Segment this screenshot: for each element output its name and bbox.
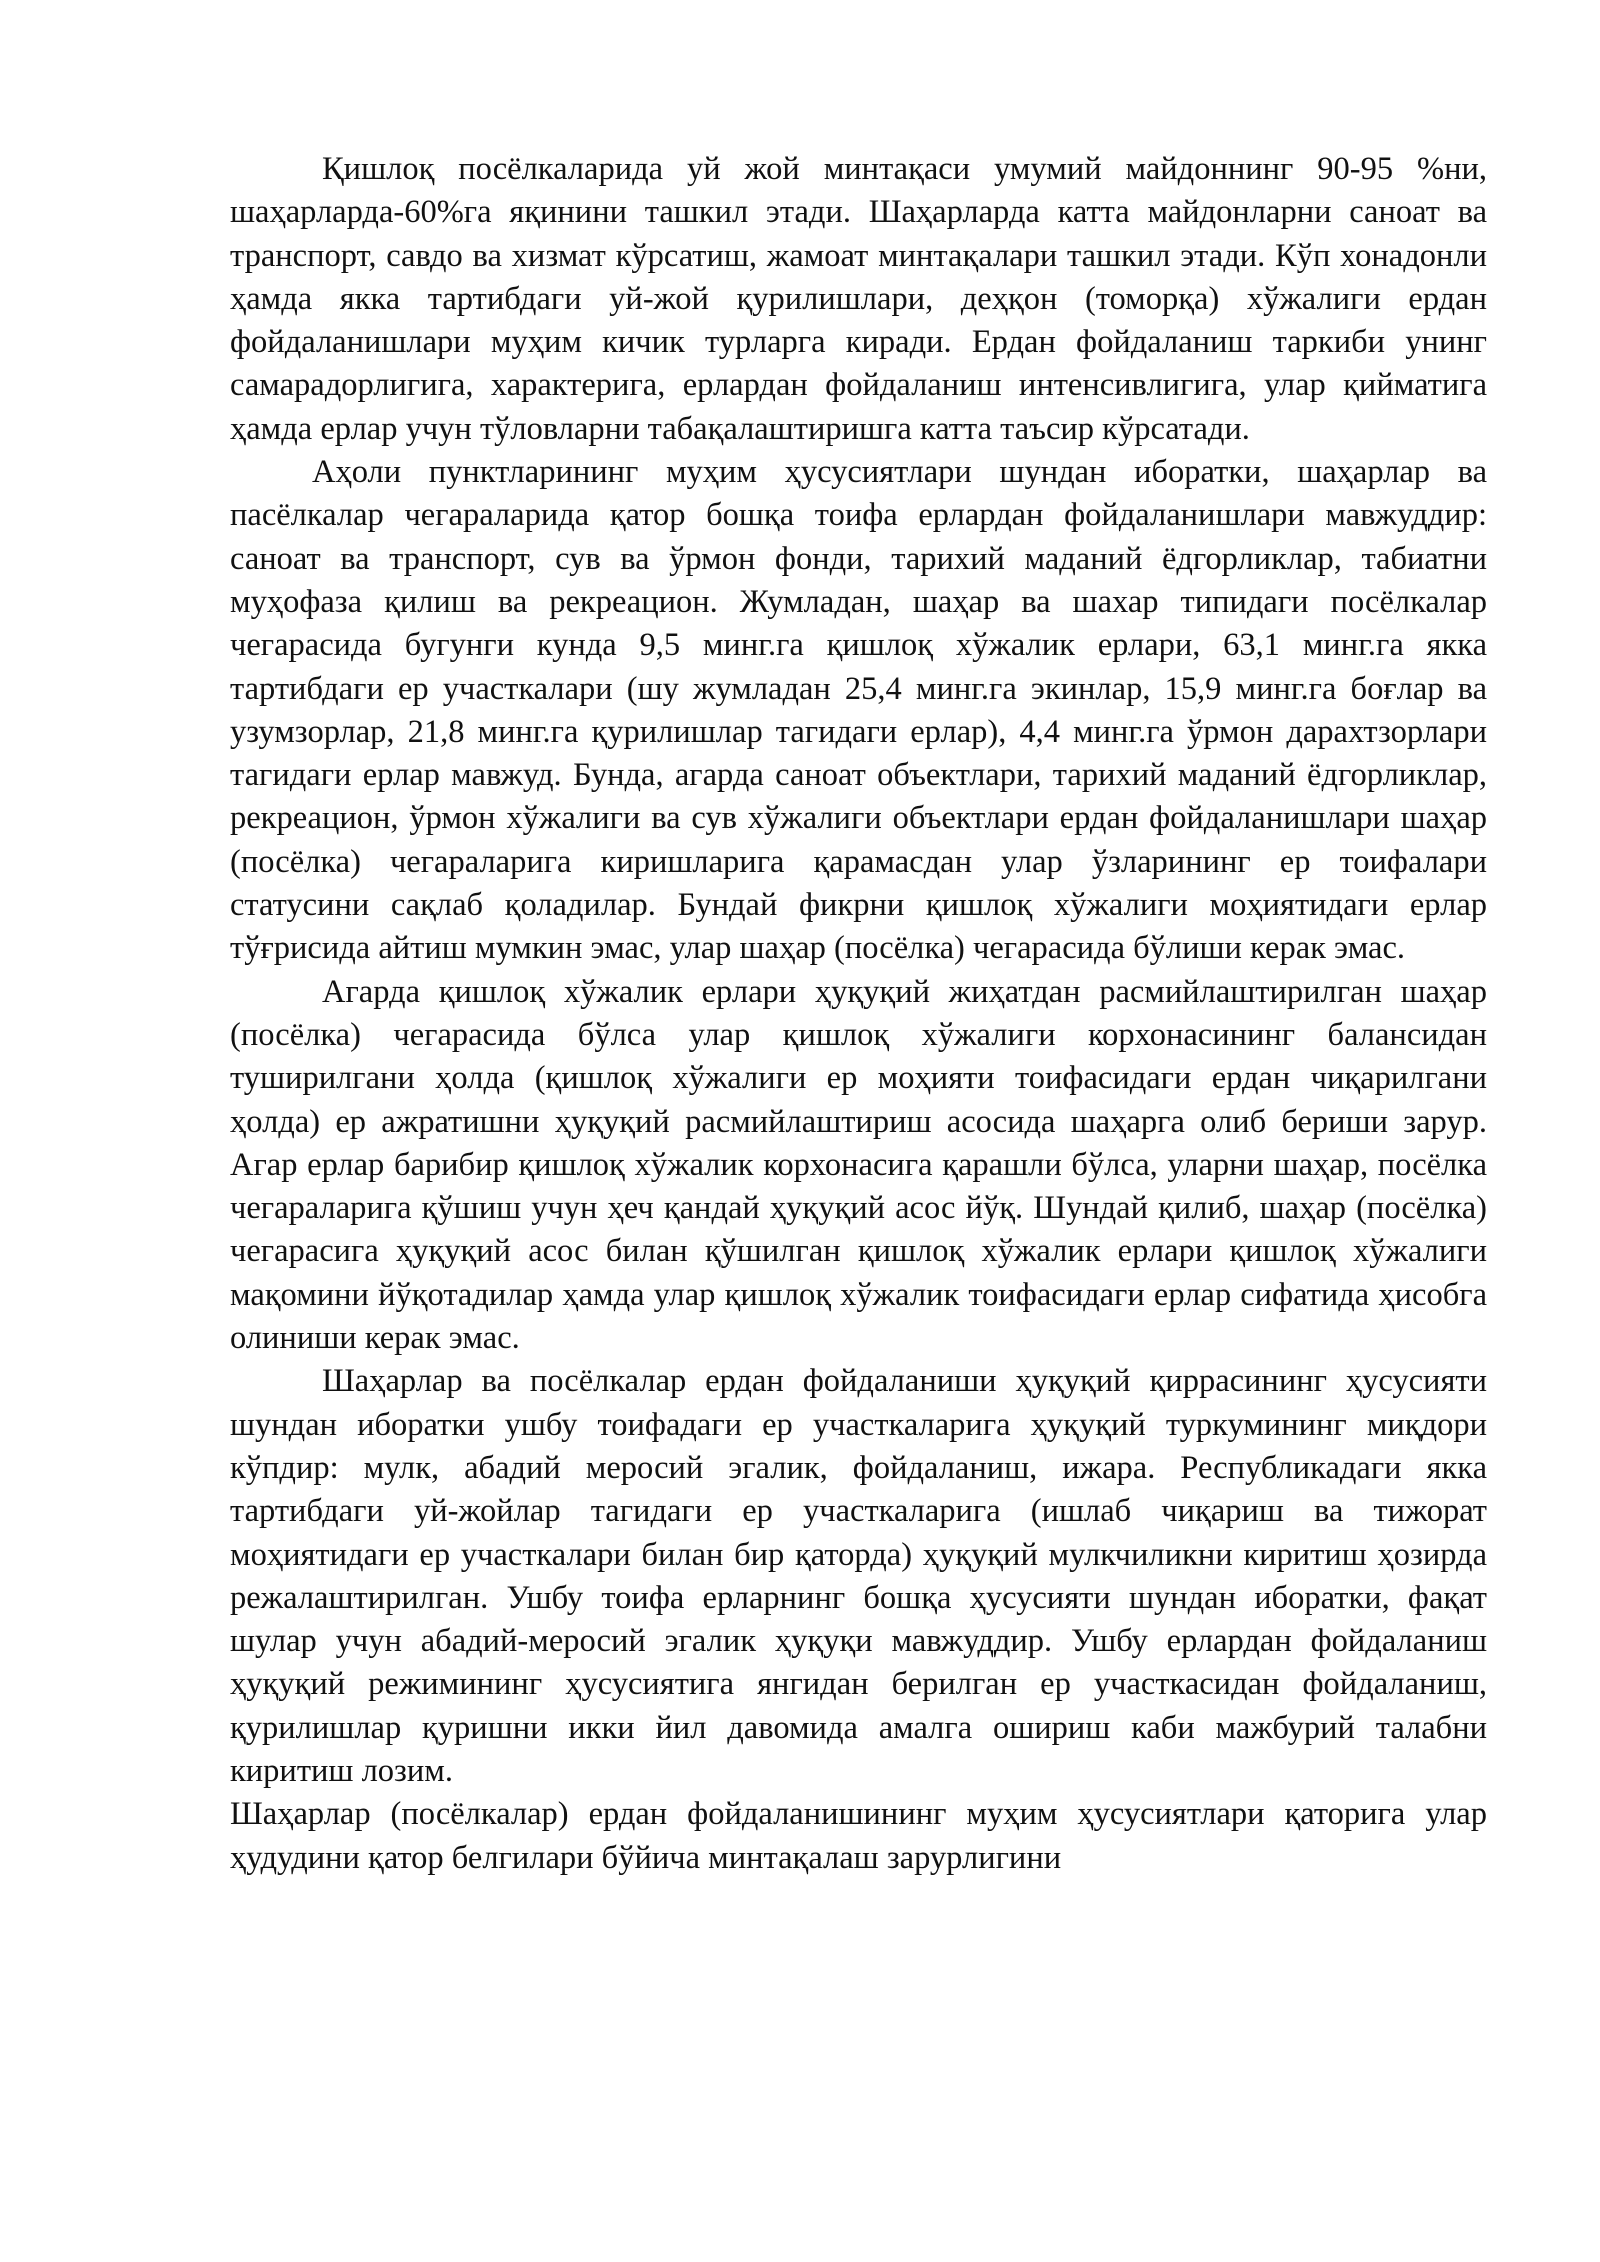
- document-page: [230, 148, 1487, 1880]
- paragraph-agricultural-lands: Агарда қишлоқ хўжалик ерлари ҳуқуқий жиҳатдан расмийлаштирилган шаҳар (посёлка) чегарасида бўлса улар қишлоқ хўжалиги корхонасининг балансидан туширилгани ҳолда (қишлоқ хўжалиги ер моҳияти тоифасидаги ердан чиқарилгани ҳолда) ер ажратишни ҳуқуқий расмийлаштириш асосида шаҳарга олиб бериши зарур. Агар ерлар барибир қишлоқ хўжалик корхонасига қарашли бўлса, уларни шаҳар, посёлка чегараларига қўшиш учун ҳеч қандай ҳуқуқий асос йўқ. Шундай қилиб, шаҳар (посёлка) чегарасига ҳуқуқий асос билан қўшилган қишлоқ хўжалик ерлари қишлоқ хўжалиги мақомини йўқотадилар ҳамда улар қишлоқ хўжалик тоифасидаги ерлар сифатида ҳисобга олиниши керак эмас.: [230, 973, 1487, 1357]
- paragraph-legal-aspects: Шаҳарлар ва посёлкалар ердан фойдаланиши ҳуқуқий қиррасининг ҳусусияти шундан иборатки ушбу тоифадаги ер участкаларига ҳуқуқий туркумининг миқдори кўпдир: мулк, абадий меросий эгалик, фойдаланиш, ижара. Республикадаги якка тартибдаги уй-жойлар тагидаги ер участкаларига (ишлаб чиқариш ва тижорат моҳиятидаги ер участкалари билан бир қаторда) ҳуқуқий мулкчиликни киритиш ҳозирда режалаштирилган. Ушбу тоифа ерларнинг бошқа ҳусусияти шундан иборатки, фақат шулар учун абадий-меросий эгалик ҳуқуқи мавжуддир. Ушбу ерлардан фойдаланиш ҳуқуқий режимининг ҳусусиятига янгидан берилган ер участкасидан фойдаланиш, қурилишлар қуришни икки йил давомида амалга ошириш каби мажбурий талабни киритиш лозим.: [230, 1363, 1487, 1789]
- paragraph-zoning: Шаҳарлар (посёлкалар) ердан фойдаланишининг муҳим ҳусусиятлари қаторига улар ҳудудини қатор белгилари бўйича минтақалаш зарурлигини: [230, 1796, 1487, 1876]
- paragraph-rural-settlements: Қишлоқ посёлкаларида уй жой минтақаси умумий майдоннинг 90-95 %ни, шаҳарларда-60%га яқинини ташкил этади. Шаҳарларда катта майдонларни саноат ва транспорт, савдо ва хизмат кўрсатиш, жамоат минтақалари ташкил этади. Кўп хонадонли ҳамда якка тартибдаги уй-жой қурилишлари, деҳқон (томорқа) хўжалиги ердан фойдаланишлари муҳим кичик турларга киради. Ердан фойдаланиш таркиби унинг самарадорлигига, характерига, ерлардан фойдаланиш интенсивлигига, улар қийматига ҳамда ерлар учун тўловларни табақалаштиришга катта таъсир кўрсатади.: [230, 151, 1487, 447]
- paragraph-settlement-features: Аҳоли пунктларининг муҳим ҳусусиятлари шундан иборатки, шаҳарлар ва пасёлкалар чегараларида қатор бошқа тоифа ерлардан фойдаланишлари мавжуддир: саноат ва транспорт, сув ва ўрмон фонди, тарихий маданий ёдгорликлар, табиатни муҳофаза қилиш ва рекреацион. Жумладан, шаҳар ва шахар типидаги посёлкалар чегарасида бугунги кунда 9,5 минг.га қишлоқ хўжалик ерлари, 63,1 минг.га якка тартибдаги ер участкалари (шу жумладан 25,4 минг.га экинлар, 15,9 минг.га боғлар ва узумзорлар, 21,8 минг.га қурилишлар тагидаги ерлар), 4,4 минг.га ўрмон дарахтзорлари тагидаги ерлар мавжуд. Бунда, агарда саноат объектлари, тарихий маданий ёдгорликлар, рекреацион, ўрмон хўжалиги ва сув хўжалиги объектлари ердан фойдаланишлари шаҳар (посёлка) чегараларига киришларига қарамасдан улар ўзларининг ер тоифалари статусини сақлаб қоладилар. Бундай фикрни қишлоқ хўжалиги моҳиятидаги ерлар тўғрисида айтиш мумкин эмас, улар шаҳар (посёлка) чегарасида бўлиши керак эмас.: [230, 454, 1487, 967]
